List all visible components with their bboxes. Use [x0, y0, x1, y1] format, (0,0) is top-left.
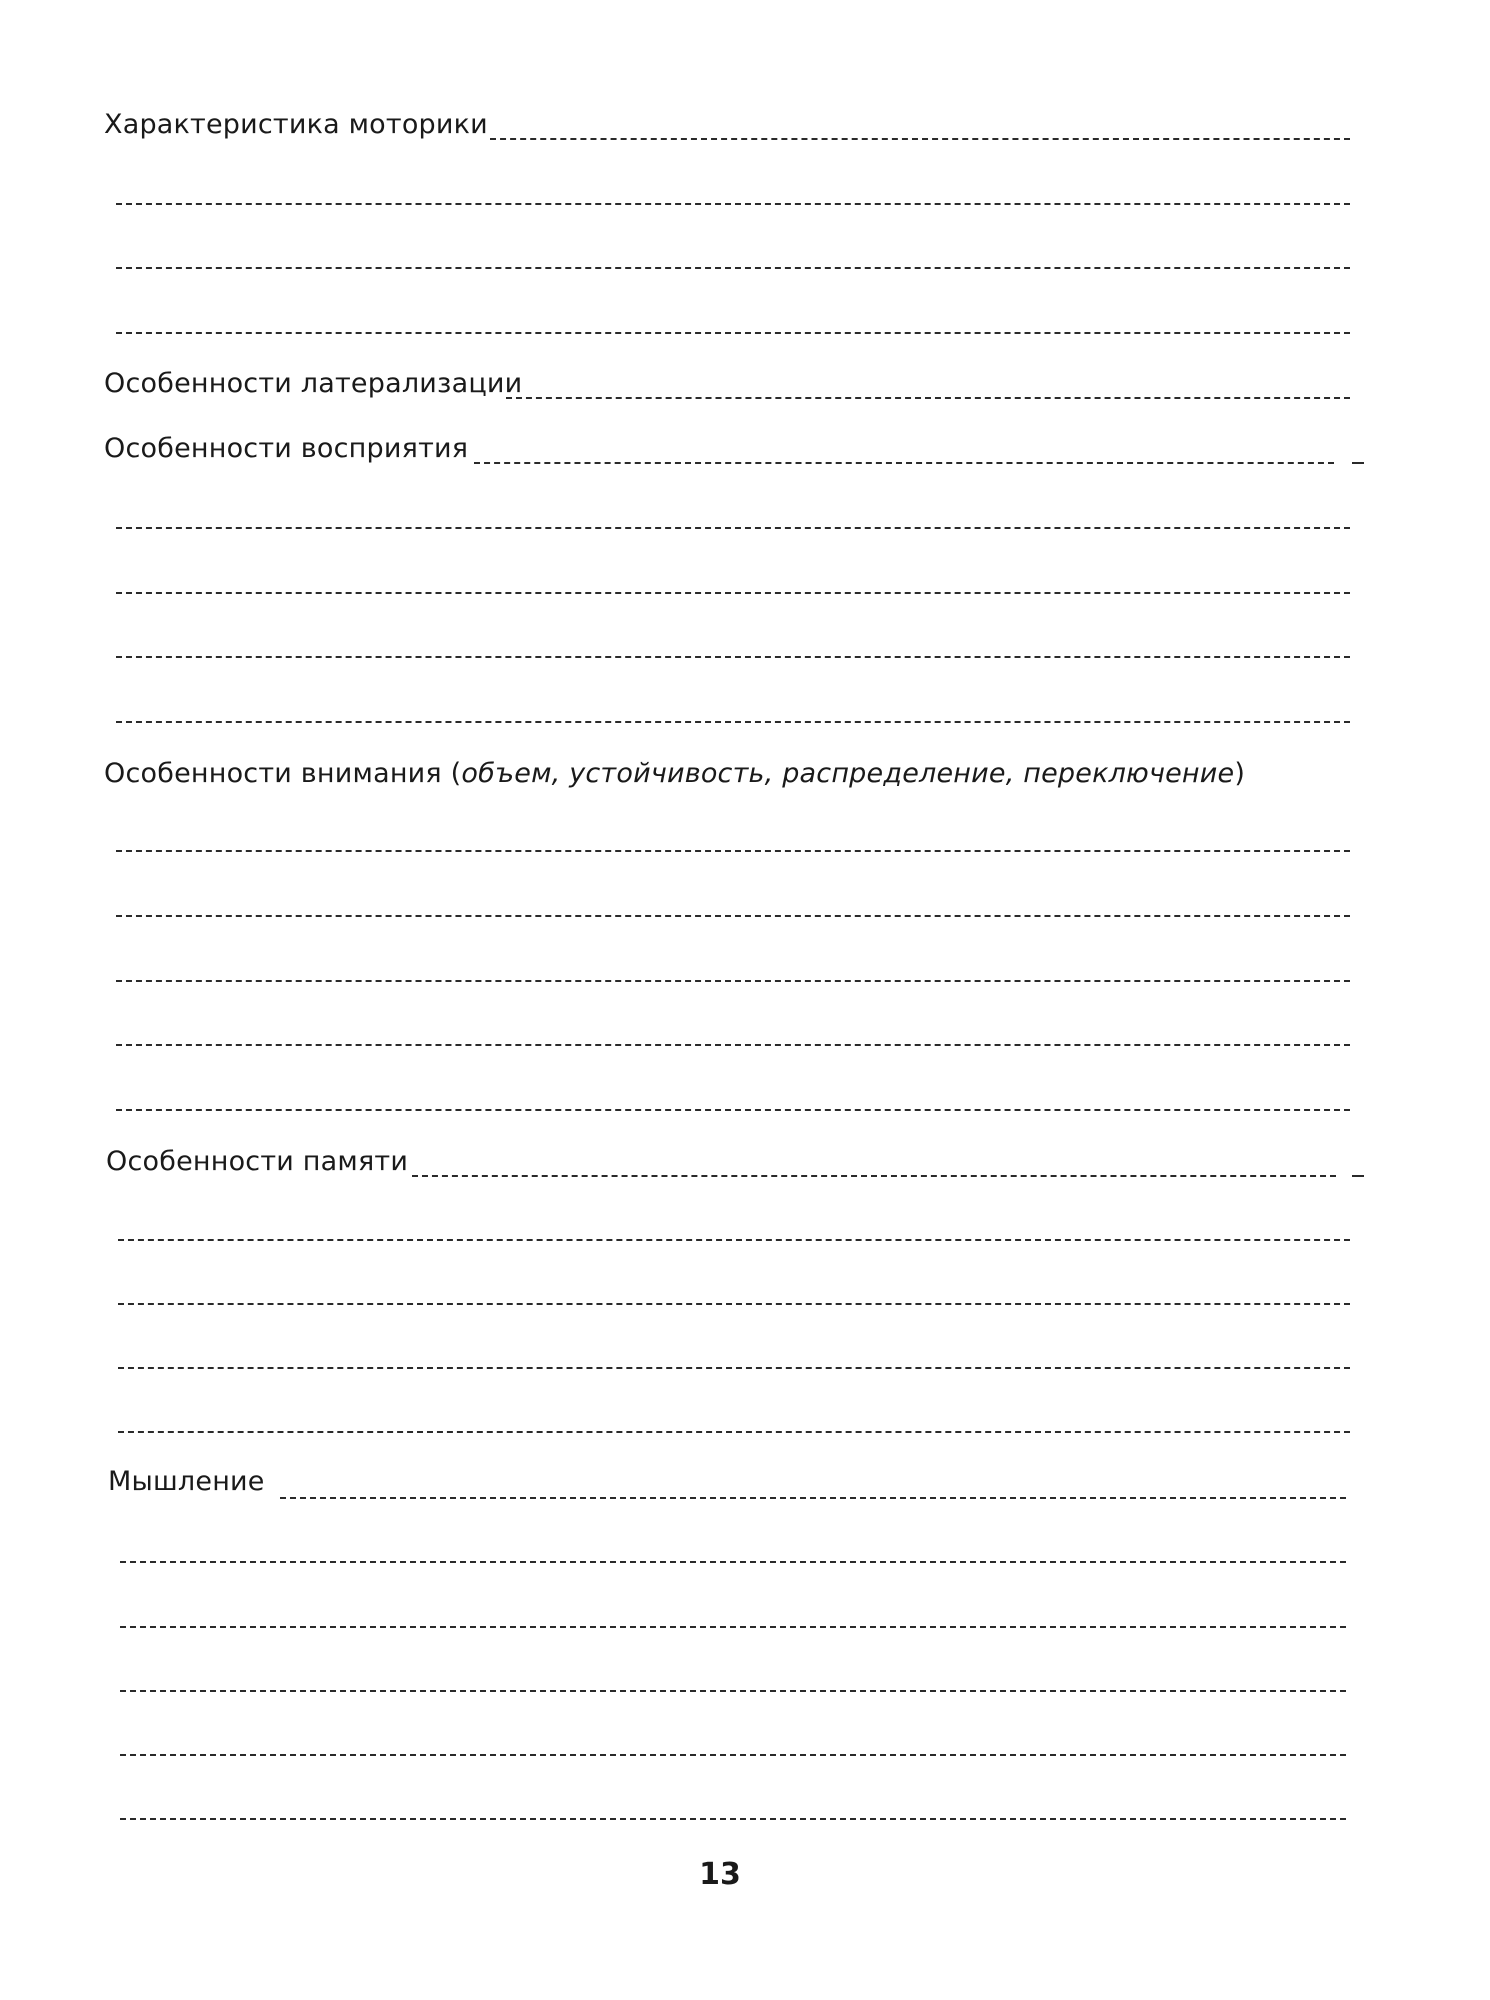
perception-line-tick: [1352, 462, 1364, 464]
perception-line-5[interactable]: [116, 721, 1350, 723]
attention-line-5[interactable]: [116, 1109, 1350, 1111]
motor-line-1[interactable]: [490, 138, 1350, 140]
attention-line-4[interactable]: [116, 1044, 1350, 1046]
memory-line-1[interactable]: [412, 1175, 1336, 1177]
thinking-line-5[interactable]: [120, 1754, 1346, 1756]
attention-hint: объем, устойчивость, распределение, переключение: [461, 758, 1235, 789]
memory-line-5[interactable]: [118, 1431, 1350, 1433]
perception-label: Особенности восприятия: [104, 433, 469, 464]
attention-line-3[interactable]: [116, 980, 1350, 982]
thinking-line-4[interactable]: [120, 1690, 1346, 1692]
perception-line-3[interactable]: [116, 592, 1350, 594]
memory-line-2[interactable]: [118, 1239, 1350, 1241]
memory-line-tick: [1352, 1175, 1364, 1177]
memory-line-4[interactable]: [118, 1367, 1350, 1369]
perception-line-4[interactable]: [116, 656, 1350, 658]
perception-line-2[interactable]: [116, 527, 1350, 529]
thinking-label: Мышление: [108, 1466, 265, 1497]
lateralization-line-1[interactable]: [506, 397, 1350, 399]
thinking-line-1[interactable]: [280, 1497, 1346, 1499]
lateralization-label: Особенности латерализации: [104, 368, 523, 399]
thinking-line-2[interactable]: [120, 1561, 1346, 1563]
thinking-line-6[interactable]: [120, 1818, 1346, 1820]
attention-line-1[interactable]: [116, 850, 1350, 852]
motor-label: Характеристика моторики: [104, 109, 488, 140]
memory-label: Особенности памяти: [106, 1146, 409, 1177]
attention-line-2[interactable]: [116, 915, 1350, 917]
motor-line-4[interactable]: [116, 332, 1350, 334]
perception-line-1[interactable]: [474, 462, 1334, 464]
motor-line-3[interactable]: [116, 267, 1350, 269]
thinking-line-3[interactable]: [120, 1626, 1346, 1628]
attention-label: Особенности внимания (объем, устойчивость, распределение, переключение): [104, 758, 1246, 789]
motor-line-2[interactable]: [116, 203, 1350, 205]
page-number: 13: [699, 1857, 741, 1892]
memory-line-3[interactable]: [118, 1303, 1350, 1305]
